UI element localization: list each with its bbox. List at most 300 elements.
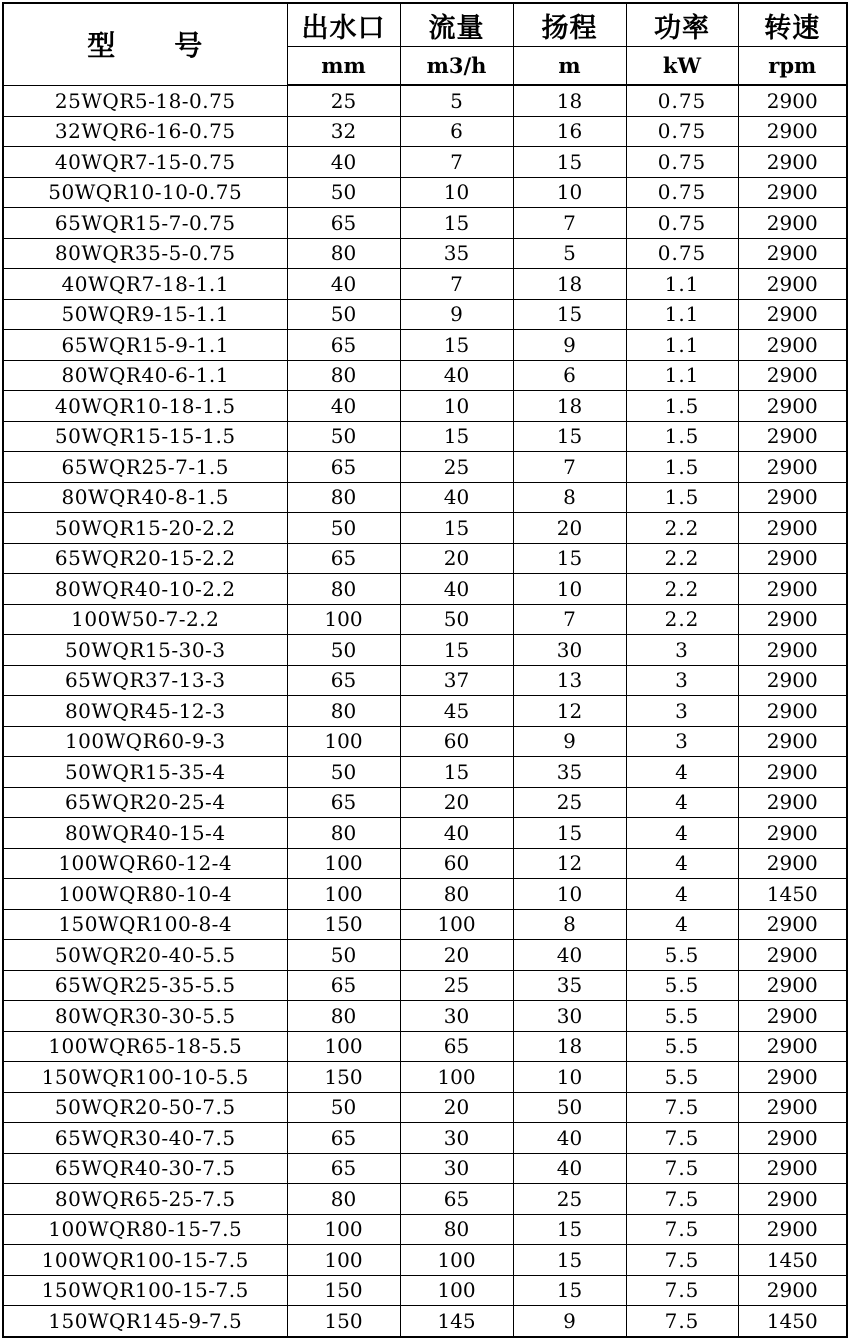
- unit-head: m: [513, 47, 626, 86]
- model-cell: 65WQR25-35-5.5: [3, 970, 287, 1001]
- speed-cell: 2900: [738, 848, 847, 879]
- outlet-cell: 65: [287, 330, 400, 361]
- unit-power: kW: [626, 47, 738, 86]
- table-row: [3, 635, 847, 666]
- head-cell: 15: [513, 1275, 626, 1306]
- speed-cell: 2900: [738, 330, 847, 361]
- head-cell: 15: [513, 299, 626, 330]
- power-cell: 4: [626, 909, 738, 940]
- power-cell: 0.75: [626, 116, 738, 147]
- head-cell: 9: [513, 330, 626, 361]
- flow-cell: 15: [400, 635, 513, 666]
- head-cell: 40: [513, 1123, 626, 1154]
- speed-cell: 2900: [738, 1123, 847, 1154]
- table-row: [3, 238, 847, 269]
- speed-cell: 2900: [738, 818, 847, 849]
- table-row: [3, 909, 847, 940]
- flow-cell: 10: [400, 177, 513, 208]
- outlet-cell: 50: [287, 513, 400, 544]
- table-row: [3, 1275, 847, 1306]
- model-cell: 80WQR40-15-4: [3, 818, 287, 849]
- table-row: [3, 147, 847, 178]
- outlet-cell: 50: [287, 635, 400, 666]
- model-cell: 100WQR60-9-3: [3, 726, 287, 757]
- power-cell: 0.75: [626, 85, 738, 116]
- head-cell: 15: [513, 1245, 626, 1276]
- model-cell: 65WQR40-30-7.5: [3, 1153, 287, 1184]
- flow-cell: 40: [400, 818, 513, 849]
- table-row: [3, 543, 847, 574]
- power-cell: 1.5: [626, 452, 738, 483]
- model-cell: 65WQR15-7-0.75: [3, 208, 287, 239]
- flow-cell: 30: [400, 1001, 513, 1032]
- speed-cell: 2900: [738, 574, 847, 605]
- flow-cell: 9: [400, 299, 513, 330]
- power-cell: 7.5: [626, 1275, 738, 1306]
- model-cell: 50WQR15-35-4: [3, 757, 287, 788]
- model-cell: 150WQR100-10-5.5: [3, 1062, 287, 1093]
- model-cell: 50WQR20-40-5.5: [3, 940, 287, 971]
- power-cell: 3: [626, 726, 738, 757]
- model-cell: 80WQR35-5-0.75: [3, 238, 287, 269]
- table-row: [3, 421, 847, 452]
- power-cell: 3: [626, 665, 738, 696]
- table-row: [3, 940, 847, 971]
- speed-cell: 2900: [738, 970, 847, 1001]
- head-cell: 10: [513, 1062, 626, 1093]
- speed-cell: 2900: [738, 421, 847, 452]
- header-flow: 流量: [400, 3, 513, 47]
- flow-cell: 25: [400, 970, 513, 1001]
- speed-cell: 1450: [738, 879, 847, 910]
- power-cell: 5.5: [626, 970, 738, 1001]
- table-row: [3, 513, 847, 544]
- table-row: [3, 269, 847, 300]
- speed-cell: 2900: [738, 391, 847, 422]
- flow-cell: 80: [400, 879, 513, 910]
- power-cell: 5.5: [626, 1031, 738, 1062]
- table-row: [3, 85, 847, 116]
- speed-cell: 2900: [738, 1214, 847, 1245]
- power-cell: 4: [626, 757, 738, 788]
- head-cell: 12: [513, 696, 626, 727]
- flow-cell: 45: [400, 696, 513, 727]
- power-cell: 1.5: [626, 391, 738, 422]
- speed-cell: 1450: [738, 1245, 847, 1276]
- head-cell: 50: [513, 1092, 626, 1123]
- speed-cell: 2900: [738, 1062, 847, 1093]
- speed-cell: 1450: [738, 1306, 847, 1337]
- flow-cell: 100: [400, 909, 513, 940]
- table-header: [3, 3, 847, 85]
- flow-cell: 80: [400, 1214, 513, 1245]
- outlet-cell: 25: [287, 85, 400, 116]
- speed-cell: 2900: [738, 726, 847, 757]
- model-cell: 80WQR45-12-3: [3, 696, 287, 727]
- head-cell: 6: [513, 360, 626, 391]
- speed-cell: 2900: [738, 757, 847, 788]
- table-row: [3, 299, 847, 330]
- model-cell: 50WQR10-10-0.75: [3, 177, 287, 208]
- power-cell: 5.5: [626, 940, 738, 971]
- table-row: [3, 665, 847, 696]
- power-cell: 7.5: [626, 1123, 738, 1154]
- speed-cell: 2900: [738, 1031, 847, 1062]
- header-power: 功率: [626, 3, 738, 47]
- speed-cell: 2900: [738, 1001, 847, 1032]
- outlet-cell: 65: [287, 970, 400, 1001]
- head-cell: 13: [513, 665, 626, 696]
- flow-cell: 25: [400, 452, 513, 483]
- flow-cell: 40: [400, 482, 513, 513]
- model-cell: 100WQR100-15-7.5: [3, 1245, 287, 1276]
- speed-cell: 2900: [738, 909, 847, 940]
- outlet-cell: 80: [287, 574, 400, 605]
- model-cell: 80WQR40-6-1.1: [3, 360, 287, 391]
- model-cell: 65WQR30-40-7.5: [3, 1123, 287, 1154]
- outlet-cell: 150: [287, 1306, 400, 1337]
- flow-cell: 7: [400, 269, 513, 300]
- head-cell: 15: [513, 1214, 626, 1245]
- outlet-cell: 65: [287, 452, 400, 483]
- speed-cell: 2900: [738, 940, 847, 971]
- model-cell: 65WQR20-25-4: [3, 787, 287, 818]
- model-cell: 65WQR20-15-2.2: [3, 543, 287, 574]
- table-row: [3, 1184, 847, 1215]
- power-cell: 7.5: [626, 1306, 738, 1337]
- table-row: [3, 1214, 847, 1245]
- outlet-cell: 65: [287, 665, 400, 696]
- flow-cell: 65: [400, 1184, 513, 1215]
- head-cell: 8: [513, 482, 626, 513]
- flow-cell: 15: [400, 757, 513, 788]
- speed-cell: 2900: [738, 482, 847, 513]
- header-row: [3, 3, 847, 47]
- outlet-cell: 100: [287, 726, 400, 757]
- outlet-cell: 50: [287, 177, 400, 208]
- head-cell: 25: [513, 787, 626, 818]
- speed-cell: 2900: [738, 787, 847, 818]
- speed-cell: 2900: [738, 696, 847, 727]
- flow-cell: 50: [400, 604, 513, 635]
- flow-cell: 60: [400, 726, 513, 757]
- head-cell: 7: [513, 604, 626, 635]
- flow-cell: 30: [400, 1123, 513, 1154]
- head-cell: 10: [513, 177, 626, 208]
- table-row: [3, 787, 847, 818]
- unit-flow: m3/h: [400, 47, 513, 86]
- power-cell: 3: [626, 635, 738, 666]
- table-row: [3, 879, 847, 910]
- table-row: [3, 604, 847, 635]
- power-cell: 5.5: [626, 1001, 738, 1032]
- outlet-cell: 100: [287, 848, 400, 879]
- speed-cell: 2900: [738, 1153, 847, 1184]
- unit-outlet: mm: [287, 47, 400, 86]
- outlet-cell: 65: [287, 1153, 400, 1184]
- outlet-cell: 100: [287, 604, 400, 635]
- outlet-cell: 80: [287, 482, 400, 513]
- table-row: [3, 1245, 847, 1276]
- table-row: [3, 970, 847, 1001]
- table-row: [3, 696, 847, 727]
- head-cell: 9: [513, 1306, 626, 1337]
- speed-cell: 2900: [738, 299, 847, 330]
- flow-cell: 30: [400, 1153, 513, 1184]
- power-cell: 3: [626, 696, 738, 727]
- outlet-cell: 50: [287, 1092, 400, 1123]
- model-cell: 80WQR40-10-2.2: [3, 574, 287, 605]
- header-head: 扬程: [513, 3, 626, 47]
- power-cell: 1.1: [626, 299, 738, 330]
- flow-cell: 145: [400, 1306, 513, 1337]
- flow-cell: 60: [400, 848, 513, 879]
- outlet-cell: 50: [287, 421, 400, 452]
- head-cell: 15: [513, 543, 626, 574]
- flow-cell: 20: [400, 787, 513, 818]
- table-row: [3, 452, 847, 483]
- head-cell: 10: [513, 879, 626, 910]
- speed-cell: 2900: [738, 85, 847, 116]
- model-cell: 40WQR7-18-1.1: [3, 269, 287, 300]
- flow-cell: 100: [400, 1275, 513, 1306]
- power-cell: 1.1: [626, 330, 738, 361]
- outlet-cell: 32: [287, 116, 400, 147]
- power-cell: 2.2: [626, 604, 738, 635]
- flow-cell: 40: [400, 360, 513, 391]
- head-cell: 8: [513, 909, 626, 940]
- speed-cell: 2900: [738, 543, 847, 574]
- pump-spec-table: [2, 2, 848, 1338]
- head-cell: 20: [513, 513, 626, 544]
- power-cell: 4: [626, 818, 738, 849]
- head-cell: 18: [513, 391, 626, 422]
- outlet-cell: 150: [287, 1275, 400, 1306]
- power-cell: 7.5: [626, 1184, 738, 1215]
- table-row: [3, 1153, 847, 1184]
- model-cell: 150WQR100-15-7.5: [3, 1275, 287, 1306]
- model-cell: 150WQR100-8-4: [3, 909, 287, 940]
- outlet-cell: 150: [287, 909, 400, 940]
- outlet-cell: 50: [287, 299, 400, 330]
- table-body: [3, 85, 847, 1337]
- flow-cell: 20: [400, 543, 513, 574]
- table-row: [3, 177, 847, 208]
- outlet-cell: 65: [287, 1123, 400, 1154]
- outlet-cell: 100: [287, 1031, 400, 1062]
- model-cell: 50WQR20-50-7.5: [3, 1092, 287, 1123]
- flow-cell: 100: [400, 1062, 513, 1093]
- flow-cell: 15: [400, 421, 513, 452]
- model-cell: 40WQR7-15-0.75: [3, 147, 287, 178]
- model-cell: 50WQR15-15-1.5: [3, 421, 287, 452]
- head-cell: 18: [513, 269, 626, 300]
- header-model: 型 号: [3, 3, 287, 85]
- speed-cell: 2900: [738, 177, 847, 208]
- head-cell: 40: [513, 1153, 626, 1184]
- outlet-cell: 65: [287, 787, 400, 818]
- model-cell: 65WQR25-7-1.5: [3, 452, 287, 483]
- power-cell: 0.75: [626, 177, 738, 208]
- outlet-cell: 80: [287, 696, 400, 727]
- model-cell: 150WQR145-9-7.5: [3, 1306, 287, 1337]
- head-cell: 35: [513, 970, 626, 1001]
- model-cell: 65WQR37-13-3: [3, 665, 287, 696]
- model-cell: 25WQR5-18-0.75: [3, 85, 287, 116]
- outlet-cell: 40: [287, 147, 400, 178]
- power-cell: 2.2: [626, 513, 738, 544]
- flow-cell: 40: [400, 574, 513, 605]
- table-row: [3, 1031, 847, 1062]
- flow-cell: 6: [400, 116, 513, 147]
- unit-speed: rpm: [738, 47, 847, 86]
- power-cell: 1.1: [626, 360, 738, 391]
- flow-cell: 10: [400, 391, 513, 422]
- head-cell: 40: [513, 940, 626, 971]
- power-cell: 7.5: [626, 1092, 738, 1123]
- flow-cell: 35: [400, 238, 513, 269]
- model-cell: 80WQR30-30-5.5: [3, 1001, 287, 1032]
- outlet-cell: 40: [287, 269, 400, 300]
- speed-cell: 2900: [738, 452, 847, 483]
- outlet-cell: 80: [287, 360, 400, 391]
- table-row: [3, 848, 847, 879]
- table-row: [3, 116, 847, 147]
- flow-cell: 65: [400, 1031, 513, 1062]
- head-cell: 25: [513, 1184, 626, 1215]
- speed-cell: 2900: [738, 147, 847, 178]
- speed-cell: 2900: [738, 1092, 847, 1123]
- power-cell: 4: [626, 879, 738, 910]
- head-cell: 30: [513, 1001, 626, 1032]
- outlet-cell: 50: [287, 757, 400, 788]
- model-cell: 100WQR60-12-4: [3, 848, 287, 879]
- outlet-cell: 65: [287, 208, 400, 239]
- table-row: [3, 330, 847, 361]
- head-cell: 10: [513, 574, 626, 605]
- flow-cell: 7: [400, 147, 513, 178]
- table-row: [3, 1123, 847, 1154]
- outlet-cell: 100: [287, 1214, 400, 1245]
- speed-cell: 2900: [738, 1184, 847, 1215]
- speed-cell: 2900: [738, 360, 847, 391]
- power-cell: 2.2: [626, 543, 738, 574]
- head-cell: 15: [513, 421, 626, 452]
- table-row: [3, 1092, 847, 1123]
- model-cell: 65WQR15-9-1.1: [3, 330, 287, 361]
- head-cell: 7: [513, 208, 626, 239]
- flow-cell: 20: [400, 940, 513, 971]
- head-cell: 12: [513, 848, 626, 879]
- outlet-cell: 80: [287, 1001, 400, 1032]
- speed-cell: 2900: [738, 116, 847, 147]
- model-cell: 80WQR65-25-7.5: [3, 1184, 287, 1215]
- flow-cell: 15: [400, 208, 513, 239]
- speed-cell: 2900: [738, 238, 847, 269]
- model-cell: 50WQR9-15-1.1: [3, 299, 287, 330]
- outlet-cell: 100: [287, 879, 400, 910]
- table-row: [3, 574, 847, 605]
- flow-cell: 100: [400, 1245, 513, 1276]
- model-cell: 100W50-7-2.2: [3, 604, 287, 635]
- outlet-cell: 80: [287, 1184, 400, 1215]
- speed-cell: 2900: [738, 269, 847, 300]
- head-cell: 7: [513, 452, 626, 483]
- model-cell: 50WQR15-20-2.2: [3, 513, 287, 544]
- outlet-cell: 150: [287, 1062, 400, 1093]
- power-cell: 1.1: [626, 269, 738, 300]
- head-cell: 16: [513, 116, 626, 147]
- head-cell: 15: [513, 818, 626, 849]
- flow-cell: 15: [400, 513, 513, 544]
- head-cell: 30: [513, 635, 626, 666]
- speed-cell: 2900: [738, 635, 847, 666]
- head-cell: 5: [513, 238, 626, 269]
- table-row: [3, 757, 847, 788]
- model-cell: 32WQR6-16-0.75: [3, 116, 287, 147]
- table-row: [3, 1062, 847, 1093]
- outlet-cell: 80: [287, 238, 400, 269]
- table-row: [3, 360, 847, 391]
- outlet-cell: 100: [287, 1245, 400, 1276]
- head-cell: 18: [513, 85, 626, 116]
- speed-cell: 2900: [738, 513, 847, 544]
- model-cell: 100WQR80-15-7.5: [3, 1214, 287, 1245]
- head-cell: 15: [513, 147, 626, 178]
- power-cell: 7.5: [626, 1153, 738, 1184]
- flow-cell: 15: [400, 330, 513, 361]
- speed-cell: 2900: [738, 208, 847, 239]
- power-cell: 4: [626, 848, 738, 879]
- model-cell: 100WQR65-18-5.5: [3, 1031, 287, 1062]
- model-cell: 40WQR10-18-1.5: [3, 391, 287, 422]
- table-row: [3, 1306, 847, 1337]
- power-cell: 0.75: [626, 208, 738, 239]
- head-cell: 35: [513, 757, 626, 788]
- power-cell: 2.2: [626, 574, 738, 605]
- head-cell: 9: [513, 726, 626, 757]
- table-row: [3, 818, 847, 849]
- power-cell: 7.5: [626, 1245, 738, 1276]
- power-cell: 7.5: [626, 1214, 738, 1245]
- model-cell: 80WQR40-8-1.5: [3, 482, 287, 513]
- table-row: [3, 726, 847, 757]
- speed-cell: 2900: [738, 604, 847, 635]
- flow-cell: 37: [400, 665, 513, 696]
- outlet-cell: 80: [287, 818, 400, 849]
- header-speed: 转速: [738, 3, 847, 47]
- outlet-cell: 50: [287, 940, 400, 971]
- table-row: [3, 391, 847, 422]
- outlet-cell: 40: [287, 391, 400, 422]
- model-cell: 100WQR80-10-4: [3, 879, 287, 910]
- power-cell: 1.5: [626, 421, 738, 452]
- power-cell: 5.5: [626, 1062, 738, 1093]
- power-cell: 0.75: [626, 238, 738, 269]
- model-cell: 50WQR15-30-3: [3, 635, 287, 666]
- head-cell: 18: [513, 1031, 626, 1062]
- speed-cell: 2900: [738, 665, 847, 696]
- flow-cell: 5: [400, 85, 513, 116]
- power-cell: 0.75: [626, 147, 738, 178]
- table-row: [3, 482, 847, 513]
- speed-cell: 2900: [738, 1275, 847, 1306]
- table-row: [3, 208, 847, 239]
- table-row: [3, 1001, 847, 1032]
- outlet-cell: 65: [287, 543, 400, 574]
- flow-cell: 20: [400, 1092, 513, 1123]
- power-cell: 1.5: [626, 482, 738, 513]
